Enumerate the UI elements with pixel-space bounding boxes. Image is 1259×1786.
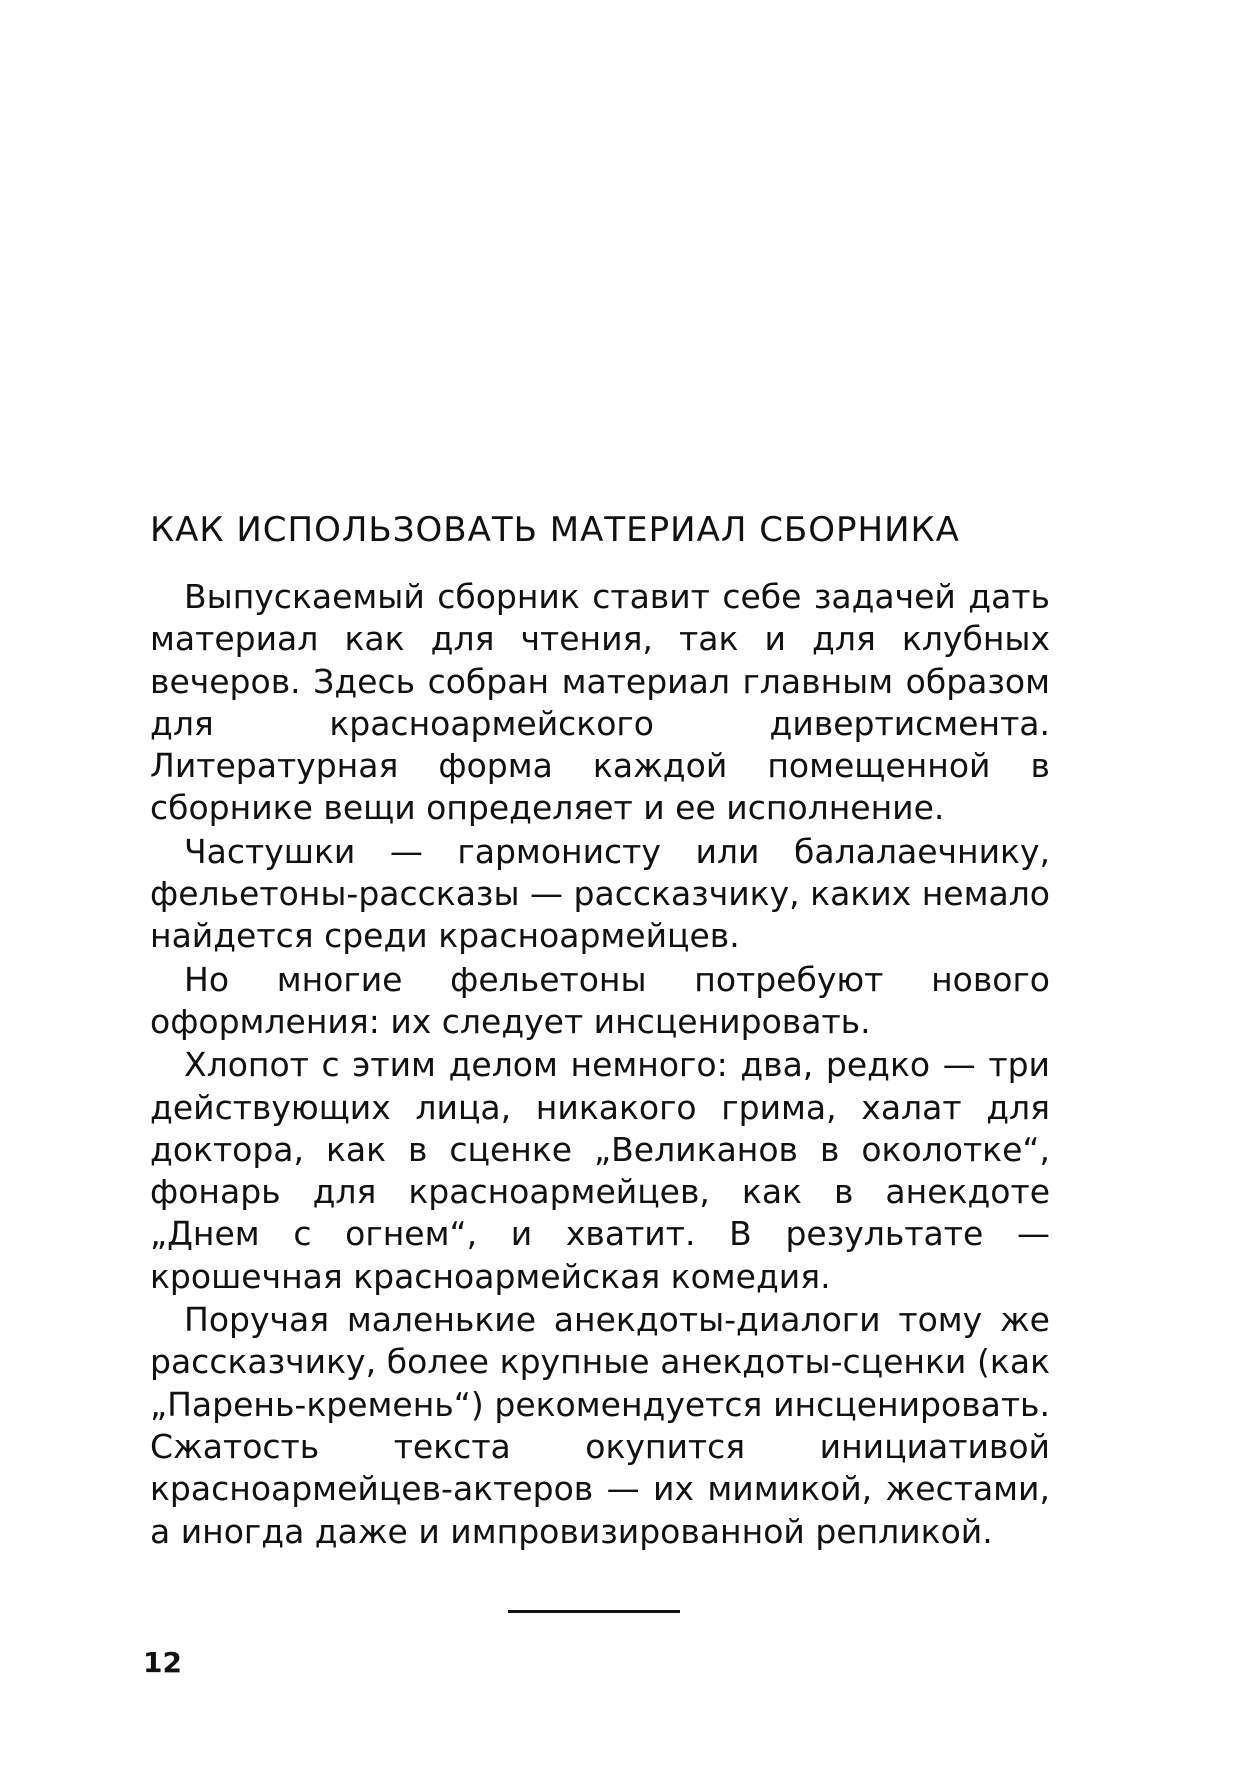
section-heading: КАК ИСПОЛЬЗОВАТЬ МАТЕРИАЛ СБОРНИКА [150,510,960,550]
paragraph: Хлопот с этим делом немного: два, редко — три действующих лица, никакого грима, халат для доктора, как в сценке „Великанов в околотке“, фонарь для красноармейцев, как в анекдоте „Днем с огнем“, и хватит. В результате — крошечная красноармейская комедия. [150,1045,1050,1296]
section-end-rule [508,1610,680,1613]
paragraph: Поручая маленькие анекдоты-диалоги тому же рассказчику, более крупные анекдоты-сценки (как „Парень-кремень“) рекомендуется инсценировать. Сжатость текста окупится инициативой красноармейцев-актеров — их мимикой, жестами, а иногда даже и импровизированной репликой. [150,1300,1050,1551]
page-number: 12 [143,1646,182,1679]
paragraph: Частушки — гармонисту или балалаечнику, фельетоны-рассказы — рассказчику, каких немало найдется среди красноармейцев. [150,831,1050,956]
paragraph: Выпускаемый сборник ставит себе задачей дать материал как для чтения, так и для клубных вечеров. Здесь собран материал главным образом для красноармейского дивертисмента. Литературная форма каждой помещенной в сборнике вещи определяет и ее исполнение. [150,577,1050,828]
paragraph: Но многие фельетоны потребуют нового оформления: их следует инсценировать. [150,959,1050,1041]
body-text [150,576,1050,1554]
